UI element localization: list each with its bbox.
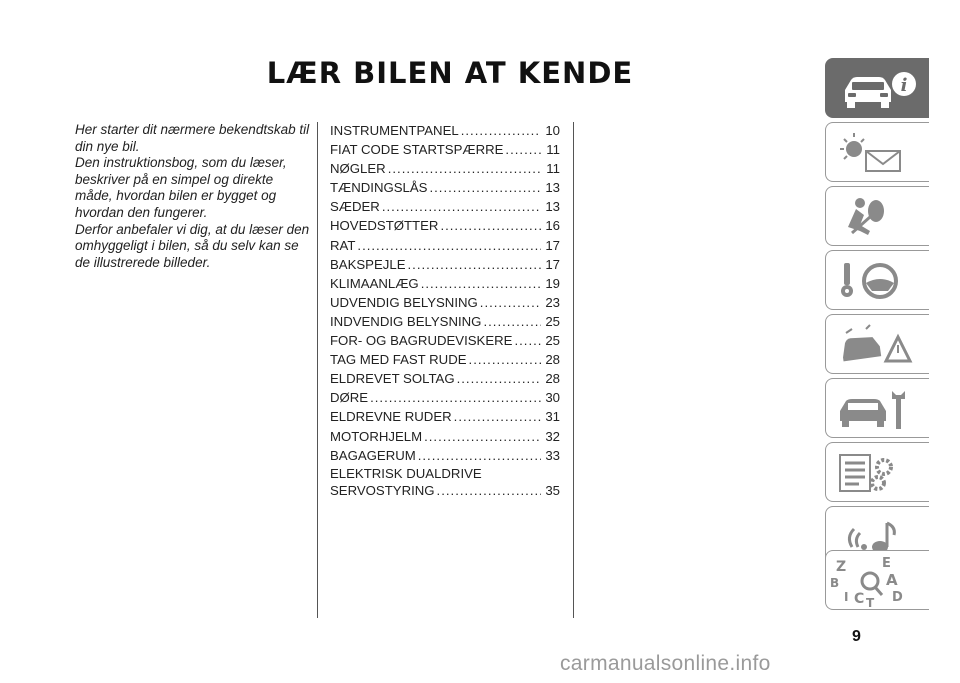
toc-entry-page: 28 xyxy=(545,352,560,368)
toc-leader-dots xyxy=(424,427,541,446)
toc-entry[interactable] xyxy=(330,312,560,331)
toc-entry[interactable] xyxy=(330,293,560,312)
toc-entry-page: 31 xyxy=(545,409,560,425)
watermark: carmanualsonline.info xyxy=(560,652,771,675)
car-info-icon xyxy=(825,58,929,118)
toc-entry[interactable] xyxy=(330,446,560,465)
toc-leader-dots xyxy=(429,178,541,197)
index-letter: A xyxy=(886,571,898,589)
toc-entry-label: ELDREVET SOLTAG xyxy=(330,371,455,387)
toc-entry-label: NØGLER xyxy=(330,161,386,177)
toc-entry-label: BAGAGERUM xyxy=(330,447,416,463)
page-title: LÆR BILEN AT KENDE xyxy=(266,56,634,90)
toc-leader-dots xyxy=(480,293,542,312)
toc-entry-label: HOVEDSTØTTER xyxy=(330,218,439,234)
warning-lights-icon xyxy=(826,123,930,183)
toc-entry-page: 30 xyxy=(545,390,560,406)
toc-entry-page: 28 xyxy=(545,371,560,387)
toc-entry-label: DØRE xyxy=(330,390,369,406)
toc-entry-label: FIAT CODE STARTSPÆRRE xyxy=(330,142,504,158)
emergency-car-icon xyxy=(826,315,930,375)
toc-entry-page: 25 xyxy=(545,313,560,329)
toc-entry-page: 32 xyxy=(545,428,560,444)
toc-entry[interactable] xyxy=(330,331,560,350)
toc-entry-page: 35 xyxy=(545,483,560,499)
toc-leader-dots xyxy=(483,312,541,331)
toc-entry-label: TAG MED FAST RUDE xyxy=(330,352,467,368)
index-letter: Z xyxy=(836,559,847,575)
svg-text:i: i xyxy=(900,75,908,96)
toc-leader-dots xyxy=(408,255,542,274)
toc-entry-page: 23 xyxy=(545,294,560,310)
toc-entry-page: 10 xyxy=(545,123,560,138)
toc-entry[interactable] xyxy=(330,350,560,369)
toc-leader-dots xyxy=(505,140,542,159)
airbag-seat-icon xyxy=(826,187,930,247)
chapter-tab-warning-lights[interactable] xyxy=(825,122,929,182)
table-of-contents xyxy=(330,121,560,499)
toc-entry-label: INDVENDIG BELYSNING xyxy=(330,313,482,329)
toc-leader-dots xyxy=(514,331,541,350)
chapter-tab-maintenance[interactable] xyxy=(825,378,929,438)
toc-entry[interactable] xyxy=(330,159,560,178)
car-maintenance-icon xyxy=(826,379,930,439)
toc-entry-page: 17 xyxy=(545,237,560,253)
toc-entry[interactable] xyxy=(330,140,560,159)
toc-leader-dots xyxy=(461,121,542,140)
toc-leader-dots xyxy=(388,159,543,178)
toc-entry-label: KLIMAANLÆG xyxy=(330,275,419,291)
technical-data-icon xyxy=(826,443,930,503)
toc-entry[interactable] xyxy=(330,255,560,274)
index-letter: I xyxy=(844,590,849,604)
toc-entry-label: TÆNDINGSLÅS xyxy=(330,180,428,196)
toc-entry-servostyring[interactable] xyxy=(330,466,560,500)
index-letter: B xyxy=(830,576,840,590)
intro-paragraph: Her starter dit nærmere bekendtskab til din nye bil. xyxy=(75,122,310,154)
chapter-tab-safety[interactable] xyxy=(825,186,929,246)
toc-entry-page: 17 xyxy=(545,256,560,272)
toc-entry-label: BAKSPEJLE xyxy=(330,256,406,272)
column-divider xyxy=(317,122,318,618)
toc-entry-page: 11 xyxy=(546,161,560,177)
toc-entry-page: 13 xyxy=(545,199,560,215)
toc-entry-label: ELEKTRISK DUALDRIVE xyxy=(330,465,482,481)
toc-entry[interactable] xyxy=(330,427,560,446)
chapter-tab-technical-data[interactable] xyxy=(825,442,929,502)
key-steering-wheel-icon xyxy=(826,251,930,311)
toc-entry-label: UDVENDIG BELYSNING xyxy=(330,294,478,310)
toc-leader-dots xyxy=(421,274,542,293)
toc-entry[interactable] xyxy=(330,216,560,235)
alphabetical-index-icon xyxy=(826,551,930,611)
toc-entry-label: SÆDER xyxy=(330,199,380,215)
toc-leader-dots xyxy=(370,388,541,407)
toc-entry[interactable] xyxy=(330,178,560,197)
toc-leader-dots xyxy=(357,236,541,255)
index-letter: D xyxy=(892,590,903,605)
toc-entry-label: MOTORHJELM xyxy=(330,428,423,444)
intro-text xyxy=(75,122,313,271)
toc-leader-dots xyxy=(382,197,542,216)
toc-entry-page: 13 xyxy=(545,180,560,196)
toc-entry-page: 16 xyxy=(545,218,560,234)
toc-entry[interactable] xyxy=(330,388,560,407)
chapter-tab-starting-driving[interactable] xyxy=(825,250,929,310)
toc-leader-dots xyxy=(469,350,542,369)
chapter-tab-index[interactable] xyxy=(825,550,929,610)
toc-entry[interactable] xyxy=(330,121,560,140)
toc-leader-dots xyxy=(440,216,541,235)
toc-entry-page: 11 xyxy=(546,142,560,158)
page-number: 9 xyxy=(852,628,861,645)
toc-entry-page: 33 xyxy=(545,447,560,463)
index-letter: E xyxy=(882,556,891,571)
toc-leader-dots xyxy=(418,446,542,465)
toc-leader-dots xyxy=(454,407,542,426)
toc-entry[interactable] xyxy=(330,407,560,426)
chapter-tab-emergency[interactable] xyxy=(825,314,929,374)
toc-leader-dots xyxy=(457,369,542,388)
toc-entry-page: 19 xyxy=(545,275,560,291)
toc-leader-dots xyxy=(437,482,542,499)
index-letter: C xyxy=(854,591,865,607)
toc-entry-label: ELDREVNE RUDER xyxy=(330,409,452,425)
toc-entry-label: RAT xyxy=(330,237,356,253)
toc-entry[interactable] xyxy=(330,197,560,216)
column-divider xyxy=(573,122,574,618)
magnifier-handle xyxy=(875,587,882,595)
toc-entry[interactable] xyxy=(330,236,560,255)
toc-entry-label: SERVOSTYRING xyxy=(330,483,435,499)
toc-entry[interactable] xyxy=(330,274,560,293)
toc-entry[interactable] xyxy=(330,369,560,388)
chapter-tab-getting-to-know[interactable] xyxy=(825,58,929,118)
toc-entry-page: 25 xyxy=(545,333,560,349)
intro-paragraph: Derfor anbefaler vi dig, at du læser den omhyggeligt i bilen, så du selv kan se de illustrerede billeder. xyxy=(75,221,310,270)
toc-entry-label: FOR- OG BAGRUDEVISKERE xyxy=(330,333,513,349)
index-letter: T xyxy=(866,596,875,610)
intro-paragraph: Den instruktionsbog, som du læser, beskriver på en simpel og direkte måde, hvordan bilen er bygget og hvordan den fungerer. xyxy=(75,155,287,220)
toc-entry-label: INSTRUMENTPANEL xyxy=(330,123,459,138)
